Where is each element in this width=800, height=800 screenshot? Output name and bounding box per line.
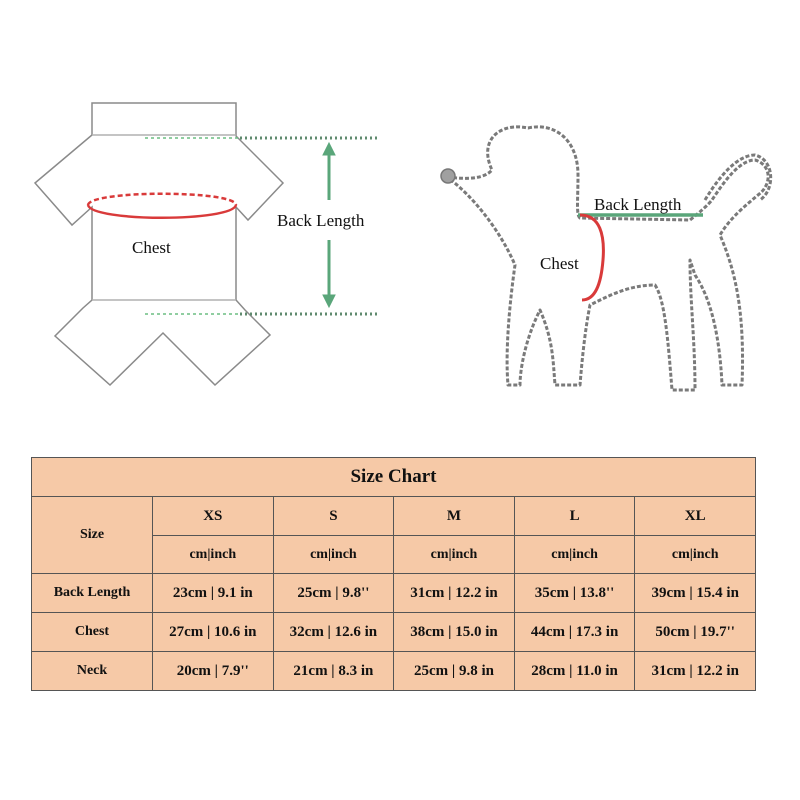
cell-neck-m: 25cm | 9.8 in [394, 652, 515, 691]
row-label-neck: Neck [32, 652, 153, 691]
table-row-chest [32, 613, 756, 652]
size-chart-table [31, 457, 756, 691]
size-header-xs: XS [153, 497, 274, 536]
unit-header-m: cm|inch [394, 536, 515, 574]
unit-header-xs: cm|inch [153, 536, 274, 574]
unit-header-xl: cm|inch [635, 536, 756, 574]
cell-back-length-xs: 23cm | 9.1 in [153, 574, 274, 613]
cell-neck-l: 28cm | 11.0 in [514, 652, 635, 691]
cell-neck-s: 21cm | 8.3 in [273, 652, 394, 691]
size-header-xl: XL [635, 497, 756, 536]
dog-chest-label: Chest [540, 254, 579, 273]
cell-chest-l: 44cm | 17.3 in [514, 613, 635, 652]
cell-back-length-s: 25cm | 9.8'' [273, 574, 394, 613]
cell-neck-xs: 20cm | 7.9'' [153, 652, 274, 691]
dog-chest-measure [580, 215, 603, 300]
unit-header-s: cm|inch [273, 536, 394, 574]
dog-back-length-label: Back Length [594, 195, 682, 214]
dog-nose-icon [441, 169, 455, 183]
cell-chest-m: 38cm | 15.0 in [394, 613, 515, 652]
size-header-m: M [394, 497, 515, 536]
table-row-neck [32, 652, 756, 691]
cell-back-length-m: 31cm | 12.2 in [394, 574, 515, 613]
size-header-label: Size [32, 497, 153, 574]
row-label-back-length: Back Length [32, 574, 153, 613]
table-row-back-length [32, 574, 756, 613]
size-chart-title: Size Chart [32, 458, 756, 497]
row-label-chest: Chest [32, 613, 153, 652]
unit-header-l: cm|inch [514, 536, 635, 574]
size-header-l: L [514, 497, 635, 536]
cell-neck-xl: 31cm | 12.2 in [635, 652, 756, 691]
dog-silhouette [447, 127, 771, 390]
shirt-chest-label: Chest [132, 238, 171, 257]
cell-back-length-xl: 39cm | 15.4 in [635, 574, 756, 613]
size-chart-title-row [32, 458, 756, 497]
size-header-s: S [273, 497, 394, 536]
cell-chest-xs: 27cm | 10.6 in [153, 613, 274, 652]
cell-back-length-l: 35cm | 13.8'' [514, 574, 635, 613]
size-header-row [32, 497, 756, 536]
cell-chest-s: 32cm | 12.6 in [273, 613, 394, 652]
shirt-back-length-label: Back Length [277, 211, 365, 230]
cell-chest-xl: 50cm | 19.7'' [635, 613, 756, 652]
